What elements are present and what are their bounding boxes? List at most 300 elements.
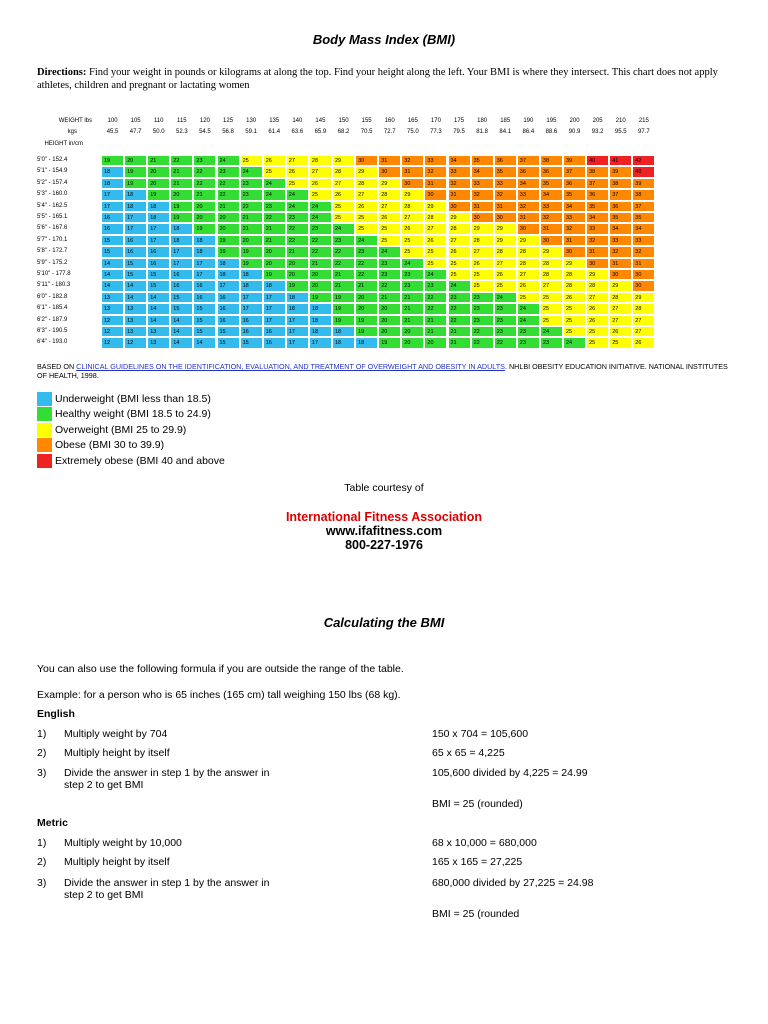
kgs-header-cell: 72.7 — [383, 129, 396, 135]
bmi-cell: 34 — [448, 155, 471, 166]
height-row-label: 6'4" - 193.0 — [37, 339, 68, 346]
bmi-cell: 22 — [170, 155, 193, 166]
bmi-cell: 27 — [540, 280, 563, 291]
legend-item — [37, 438, 225, 454]
bmi-cell: 12 — [101, 337, 124, 348]
ifa-name: International Fitness Association — [285, 510, 483, 524]
bmi-cell: 34 — [632, 223, 655, 234]
lbs-header-cell: 125 — [223, 118, 234, 124]
bmi-cell: 25 — [494, 280, 517, 291]
ifa-block — [0, 510, 768, 552]
bmi-cell: 28 — [609, 292, 632, 303]
bmi-cell: 27 — [471, 246, 494, 257]
metric-result: BMI = 25 (rounded — [432, 908, 520, 920]
bmi-cell: 26 — [586, 315, 609, 326]
bmi-cell: 32 — [517, 201, 540, 212]
kgs-header-cell: 59.1 — [245, 129, 257, 135]
bmi-cell: 33 — [448, 166, 471, 177]
bmi-cell: 32 — [632, 246, 655, 257]
bmi-cell: 17 — [147, 223, 170, 234]
legend-swatch — [37, 392, 52, 406]
kgs-header-cell: 95.5 — [614, 129, 627, 135]
kgs-header-cell: 54.5 — [199, 129, 211, 135]
bmi-cell: 24 — [332, 223, 355, 234]
bmi-cell: 28 — [494, 246, 517, 257]
bmi-cell: 30 — [563, 246, 586, 257]
bmi-cell: 17 — [263, 292, 286, 303]
bmi-cell: 30 — [448, 201, 471, 212]
bmi-cell: 29 — [517, 235, 540, 246]
bmi-cell: 39 — [609, 166, 632, 177]
bmi-cell: 20 — [355, 303, 378, 314]
legend-swatch — [37, 407, 52, 421]
bmi-cell: 28 — [401, 201, 424, 212]
bmi-cell: 33 — [540, 201, 563, 212]
bmi-cell: 35 — [632, 212, 655, 223]
bmi-cell: 19 — [124, 166, 147, 177]
bmi-cell: 37 — [563, 166, 586, 177]
english-step-3-calc: 105,600 divided by 4,225 = 24.99 — [432, 767, 588, 779]
bmi-cell: 15 — [193, 326, 216, 337]
bmi-cell: 15 — [101, 246, 124, 257]
bmi-cell: 25 — [286, 178, 309, 189]
kgs-header-cell: 68.2 — [337, 129, 350, 135]
bmi-cell: 16 — [147, 258, 170, 269]
bmi-cell: 19 — [101, 155, 124, 166]
bmi-cell: 23 — [517, 326, 540, 337]
bmi-cell: 18 — [217, 269, 240, 280]
bmi-cell: 18 — [332, 326, 355, 337]
courtesy-text: Table courtesy of — [344, 482, 424, 494]
bmi-cell: 24 — [309, 212, 332, 223]
bmi-cell: 19 — [170, 201, 193, 212]
bmi-cell: 16 — [147, 246, 170, 257]
calc-example: Example: for a person who is 65 inches (165 cm) tall weighing 150 lbs (68 kg). — [37, 689, 401, 701]
bmi-cell: 27 — [401, 212, 424, 223]
bmi-cell: 38 — [632, 189, 655, 200]
bmi-cell: 34 — [563, 201, 586, 212]
bmi-cell: 29 — [540, 246, 563, 257]
bmi-cell: 21 — [240, 212, 263, 223]
english-result: BMI = 25 (rounded) — [432, 798, 523, 810]
bmi-cell: 40 — [632, 166, 655, 177]
bmi-cell: 26 — [586, 303, 609, 314]
bmi-cell: 15 — [101, 235, 124, 246]
bmi-cell: 33 — [494, 178, 517, 189]
legend-swatch — [37, 423, 52, 437]
bmi-cell: 18 — [309, 326, 332, 337]
bmi-cell: 31 — [401, 166, 424, 177]
bmi-cell: 25 — [609, 337, 632, 348]
bmi-cell: 28 — [448, 223, 471, 234]
height-row-label: 5'11" - 180.3 — [37, 282, 71, 289]
bmi-cell: 20 — [401, 337, 424, 348]
bmi-cell: 15 — [147, 269, 170, 280]
bmi-cell: 17 — [217, 280, 240, 291]
english-step-1-text: Multiply weight by 704 — [64, 728, 168, 740]
kgs-header-cell: 81.8 — [476, 129, 488, 135]
bmi-cell: 31 — [563, 235, 586, 246]
bmi-cell: 22 — [355, 269, 378, 280]
bmi-cell: 17 — [286, 315, 309, 326]
bmi-cell: 17 — [193, 269, 216, 280]
bmi-cell: 12 — [101, 326, 124, 337]
bmi-cell: 37 — [609, 189, 632, 200]
bmi-cell: 35 — [494, 166, 517, 177]
height-row-label: 5'6" - 167.6 — [37, 225, 68, 232]
kgs-header-cell: 45.5 — [106, 129, 119, 135]
bmi-cell: 26 — [332, 189, 355, 200]
bmi-cell: 23 — [332, 235, 355, 246]
bmi-cell: 18 — [240, 280, 263, 291]
bmi-cell: 25 — [563, 326, 586, 337]
bmi-cell: 37 — [586, 178, 609, 189]
lbs-header-cell: 175 — [454, 118, 465, 124]
bmi-cell: 18 — [170, 235, 193, 246]
english-step-1-calc: 150 x 704 = 105,600 — [432, 728, 529, 740]
bmi-cell: 26 — [424, 235, 447, 246]
bmi-cell: 24 — [378, 246, 401, 257]
english-step-2-calc: 65 x 65 = 4,225 — [432, 747, 505, 759]
bmi-cell: 31 — [609, 258, 632, 269]
bmi-cell: 19 — [217, 235, 240, 246]
legend-label: Healthy weight (BMI 18.5 to 24.9) — [55, 408, 211, 421]
bmi-cell: 20 — [193, 212, 216, 223]
height-row-label: 6'1" - 185.4 — [37, 305, 68, 312]
source-link[interactable]: CLINICAL GUIDELINES ON THE IDENTIFICATION, EVALUATION, AND TREATMENT OF OVERWEIGHT AND OBESITY IN ADULTS — [76, 362, 505, 371]
lbs-header-cell: 145 — [315, 118, 326, 124]
height-row-label: 6'3" - 190.5 — [37, 328, 68, 334]
bmi-cell: 22 — [424, 303, 447, 314]
english-step-3-text: Divide the answer in step 1 by the answer in step 2 to get BMI — [64, 767, 270, 791]
bmi-cell: 18 — [286, 303, 309, 314]
bmi-cell: 17 — [101, 189, 124, 200]
bmi-cell: 20 — [193, 201, 216, 212]
kgs-header-cell: 77.3 — [430, 129, 442, 135]
bmi-cell: 27 — [609, 303, 632, 314]
bmi-cell: 26 — [286, 166, 309, 177]
bmi-cell: 22 — [471, 326, 494, 337]
bmi-cell: 32 — [494, 189, 517, 200]
bmi-cell: 15 — [240, 337, 263, 348]
bmi-cell: 20 — [424, 337, 447, 348]
kgs-header-cell: 97.7 — [638, 129, 650, 135]
lbs-header-cell: 210 — [615, 118, 626, 124]
legend-item — [37, 391, 225, 407]
bmi-cell: 24 — [240, 166, 263, 177]
bmi-cell: 16 — [217, 303, 240, 314]
bmi-cell: 20 — [286, 258, 309, 269]
lbs-header-cell: 140 — [292, 118, 303, 124]
metric-step-2-num: 2) — [37, 856, 47, 868]
lbs-header-cell: 215 — [638, 118, 649, 124]
bmi-cell: 14 — [147, 292, 170, 303]
bmi-cell: 32 — [424, 166, 447, 177]
bmi-cell: 12 — [124, 337, 147, 348]
directions-label: Directions: — [37, 67, 87, 78]
bmi-cell: 21 — [170, 166, 193, 177]
bmi-cell: 15 — [217, 326, 240, 337]
bmi-cell: 33 — [471, 178, 494, 189]
bmi-cell: 27 — [632, 315, 655, 326]
bmi-cell: 20 — [217, 223, 240, 234]
bmi-cell: 21 — [217, 201, 240, 212]
bmi-cell: 23 — [193, 155, 216, 166]
bmi-cell: 21 — [332, 269, 355, 280]
bmi-cell: 34 — [540, 189, 563, 200]
bmi-cell: 20 — [309, 280, 332, 291]
bmi-cell: 26 — [609, 326, 632, 337]
bmi-cell: 21 — [424, 315, 447, 326]
bmi-cell: 21 — [401, 303, 424, 314]
bmi-cell: 22 — [286, 235, 309, 246]
bmi-cell: 29 — [424, 201, 447, 212]
bmi-cell: 20 — [309, 269, 332, 280]
bmi-cell: 16 — [170, 280, 193, 291]
metric-step-2-calc: 165 x 165 = 27,225 — [432, 856, 523, 868]
height-row-label: 6'2" - 187.9 — [37, 316, 68, 323]
bmi-cell: 20 — [263, 258, 286, 269]
bmi-cell: 23 — [448, 292, 471, 303]
bmi-cell: 17 — [124, 223, 147, 234]
kgs-header-cell: 75.0 — [407, 129, 419, 135]
bmi-cell: 37 — [632, 201, 655, 212]
bmi-cell: 23 — [494, 326, 517, 337]
bmi-cell: 22 — [217, 189, 240, 200]
bmi-cell: 24 — [217, 155, 240, 166]
metric-step-3-calc: 680,000 divided by 27,225 = 24.98 — [432, 877, 594, 889]
legend-swatch — [37, 438, 52, 452]
bmi-cell: 18 — [217, 258, 240, 269]
bmi-cell: 24 — [286, 201, 309, 212]
bmi-cell: 20 — [263, 246, 286, 257]
bmi-cell: 23 — [286, 212, 309, 223]
bmi-cell: 17 — [170, 258, 193, 269]
bmi-cell: 23 — [263, 201, 286, 212]
bmi-cell: 18 — [240, 269, 263, 280]
bmi-cell: 15 — [193, 303, 216, 314]
bmi-cell: 26 — [517, 280, 540, 291]
bmi-cell: 17 — [240, 292, 263, 303]
height-row-label: 5'8" - 172.7 — [37, 248, 68, 255]
bmi-cell: 26 — [471, 258, 494, 269]
bmi-cell: 29 — [494, 223, 517, 234]
bmi-cell: 19 — [378, 337, 401, 348]
bmi-cell: 30 — [471, 212, 494, 223]
bmi-cell: 28 — [517, 258, 540, 269]
page-title: Body Mass Index (BMI) — [312, 32, 456, 47]
height-row-label: 5'3" - 160.0 — [37, 191, 68, 198]
english-heading: English — [37, 708, 75, 720]
bmi-cell: 20 — [378, 315, 401, 326]
kgs-header-cell: 65.9 — [314, 129, 327, 135]
bmi-cell: 17 — [286, 337, 309, 348]
bmi-cell: 33 — [563, 212, 586, 223]
bmi-cell: 34 — [471, 166, 494, 177]
bmi-cell: 28 — [563, 280, 586, 291]
bmi-cell: 28 — [471, 235, 494, 246]
bmi-cell: 38 — [609, 178, 632, 189]
bmi-cell: 36 — [494, 155, 517, 166]
bmi-cell: 35 — [586, 201, 609, 212]
bmi-cell: 23 — [494, 303, 517, 314]
bmi-cell: 23 — [240, 189, 263, 200]
bmi-cell: 36 — [563, 178, 586, 189]
bmi-cell: 26 — [401, 223, 424, 234]
bmi-cell: 28 — [586, 280, 609, 291]
bmi-cell: 27 — [378, 201, 401, 212]
bmi-cell: 14 — [193, 337, 216, 348]
source-prefix: BASED ON — [37, 362, 77, 371]
legend-swatch — [37, 454, 52, 468]
bmi-cell: 16 — [263, 337, 286, 348]
weight-kgs-label: kgs — [67, 129, 77, 135]
bmi-cell: 28 — [632, 303, 655, 314]
bmi-cell: 24 — [309, 201, 332, 212]
bmi-cell: 28 — [517, 246, 540, 257]
bmi-cell: 28 — [540, 269, 563, 280]
bmi-cell: 12 — [101, 315, 124, 326]
bmi-cell: 19 — [263, 269, 286, 280]
ifa-url[interactable]: www.ifafitness.com — [325, 524, 443, 538]
bmi-cell: 29 — [401, 189, 424, 200]
height-row-label: 5'10" - 177.8 — [37, 271, 71, 277]
bmi-cell: 13 — [147, 337, 170, 348]
legend-item — [37, 453, 225, 469]
bmi-cell: 29 — [609, 280, 632, 291]
bmi-cell: 31 — [378, 155, 401, 166]
bmi-cell: 13 — [101, 292, 124, 303]
metric-step-1-num: 1) — [37, 837, 47, 849]
calc-title: Calculating the BMI — [323, 615, 445, 630]
metric-step-1-calc: 68 x 10,000 = 680,000 — [432, 837, 537, 849]
bmi-cell: 25 — [240, 155, 263, 166]
bmi-cell: 29 — [563, 258, 586, 269]
bmi-cell: 27 — [448, 235, 471, 246]
bmi-cell: 25 — [586, 326, 609, 337]
bmi-cell: 14 — [101, 269, 124, 280]
bmi-cell: 21 — [240, 223, 263, 234]
bmi-cell: 22 — [355, 258, 378, 269]
bmi-cell: 15 — [193, 315, 216, 326]
bmi-cell: 15 — [217, 337, 240, 348]
bmi-cell: 26 — [632, 337, 655, 348]
bmi-cell: 19 — [286, 280, 309, 291]
lbs-header-cell: 110 — [153, 118, 164, 124]
bmi-cell: 23 — [378, 258, 401, 269]
bmi-cell: 18 — [332, 337, 355, 348]
bmi-cell: 22 — [494, 337, 517, 348]
bmi-cell: 23 — [424, 280, 447, 291]
bmi-cell: 22 — [332, 258, 355, 269]
source-suffix: . NHLBI OBESITY EDUCATION INITIATIVE. NATIONAL INSTITUTES OF HEALTH, 1998. — [37, 362, 728, 380]
bmi-cell: 34 — [609, 223, 632, 234]
bmi-cell: 32 — [471, 189, 494, 200]
bmi-cell: 13 — [101, 303, 124, 314]
bmi-cell: 33 — [632, 235, 655, 246]
lbs-header-cell: 170 — [430, 118, 441, 124]
bmi-cell: 30 — [632, 280, 655, 291]
bmi-cell: 30 — [378, 166, 401, 177]
bmi-cell: 29 — [378, 178, 401, 189]
bmi-cell: 16 — [193, 292, 216, 303]
kgs-header-cell: 50.0 — [152, 129, 165, 135]
bmi-cell: 19 — [332, 303, 355, 314]
height-row-label: 6'0" - 182.8 — [37, 293, 68, 300]
bmi-cell: 18 — [101, 178, 124, 189]
lbs-header-cell: 190 — [523, 118, 534, 124]
bmi-cell: 22 — [309, 235, 332, 246]
bmi-cell: 25 — [586, 337, 609, 348]
bmi-cell: 27 — [517, 269, 540, 280]
legend-item — [37, 407, 225, 423]
kgs-header-cell: 84.1 — [499, 129, 512, 135]
bmi-cell: 22 — [193, 166, 216, 177]
bmi-cell: 25 — [378, 235, 401, 246]
height-row-label: 5'0" - 152.4 — [37, 157, 68, 163]
bmi-cell: 19 — [147, 189, 170, 200]
bmi-cell: 16 — [217, 315, 240, 326]
bmi-cell: 17 — [309, 337, 332, 348]
bmi-cell: 21 — [378, 292, 401, 303]
bmi-cell: 20 — [170, 189, 193, 200]
bmi-cell: 25 — [540, 303, 563, 314]
bmi-cell: 21 — [401, 315, 424, 326]
legend-item — [37, 422, 225, 438]
bmi-cell: 17 — [101, 201, 124, 212]
lbs-header-cell: 205 — [592, 118, 603, 124]
bmi-cell: 27 — [609, 315, 632, 326]
bmi-cell: 26 — [563, 292, 586, 303]
bmi-cell: 24 — [263, 178, 286, 189]
metric-step-3-text: Divide the answer in step 1 by the answer in step 2 to get BMI — [64, 877, 270, 901]
bmi-cell: 15 — [124, 258, 147, 269]
bmi-cell: 18 — [309, 303, 332, 314]
ifa-phone: 800-227-1976 — [345, 538, 423, 552]
height-row-label: 5'4" - 162.5 — [37, 202, 68, 209]
bmi-cell: 15 — [124, 269, 147, 280]
bmi-cell: 24 — [286, 189, 309, 200]
bmi-cell: 16 — [101, 223, 124, 234]
bmi-cell: 16 — [101, 212, 124, 223]
bmi-cell: 22 — [471, 337, 494, 348]
bmi-cell: 23 — [217, 166, 240, 177]
bmi-cell: 17 — [193, 258, 216, 269]
bmi-cell: 35 — [563, 189, 586, 200]
bmi-cell: 23 — [309, 223, 332, 234]
bmi-cell: 39 — [632, 178, 655, 189]
bmi-cell: 35 — [609, 212, 632, 223]
bmi-cell: 30 — [494, 212, 517, 223]
bmi-cell: 38 — [586, 166, 609, 177]
bmi-cell: 25 — [401, 235, 424, 246]
bmi-cell: 26 — [378, 212, 401, 223]
bmi-cell: 21 — [170, 178, 193, 189]
bmi-cell: 14 — [101, 258, 124, 269]
bmi-cell: 42 — [632, 155, 655, 166]
bmi-cell: 31 — [448, 189, 471, 200]
bmi-cell: 24 — [494, 292, 517, 303]
bmi-cell: 38 — [540, 155, 563, 166]
bmi-cell: 32 — [448, 178, 471, 189]
bmi-cell: 15 — [170, 292, 193, 303]
bmi-cell: 19 — [332, 315, 355, 326]
lbs-header-cell: 130 — [246, 118, 257, 124]
bmi-cell: 27 — [286, 155, 309, 166]
bmi-cell: 24 — [517, 303, 540, 314]
bmi-cell: 17 — [240, 303, 263, 314]
kgs-header-cell: 63.6 — [291, 129, 304, 135]
